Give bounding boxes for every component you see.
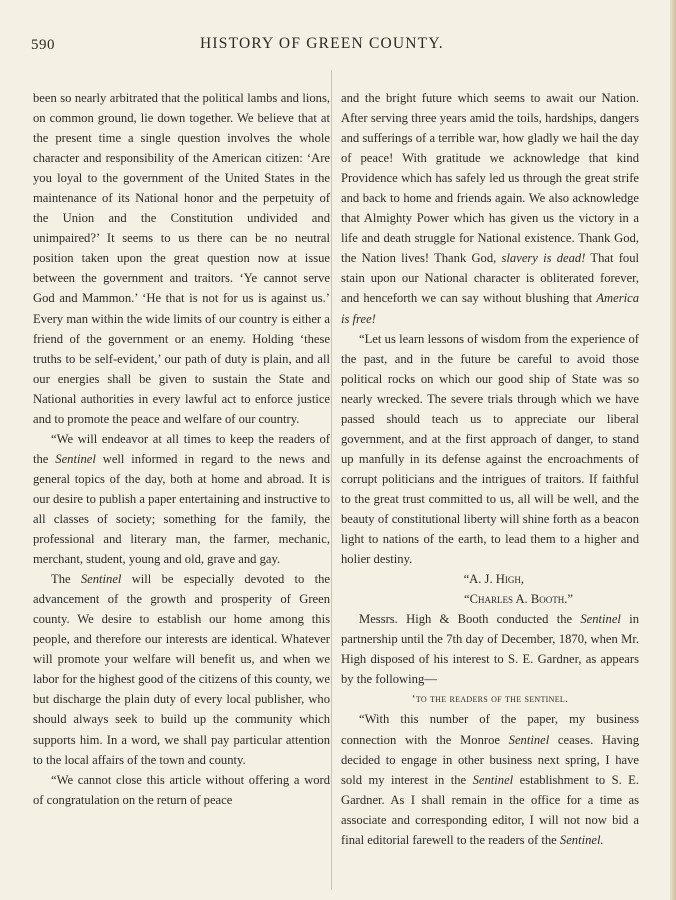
- page-number: 590: [31, 37, 55, 53]
- italic-text: slavery is dead!: [501, 251, 586, 266]
- text-run: in partnership until the 7th day of December, 1870, when Mr. High disposed of his interest to S. E. Gardner, as appears by the following—: [341, 612, 640, 687]
- paragraph: [33, 429, 330, 569]
- italic-title: Sentinel: [80, 572, 122, 587]
- italic-title: Sentinel.: [559, 832, 604, 847]
- text-run: ceases. Having decided to engage in other business next spring, I have sold my interest in the: [341, 732, 639, 787]
- signature-booth: “Charles A. Booth.”: [464, 592, 573, 607]
- paragraph: [33, 569, 330, 769]
- letter-heading: ‘to the readers of the sentinel.: [411, 693, 569, 706]
- text-run: and the bright future which seems to await our Nation. After serving three years amid the toils, hardships, dangers and sufferings of a terrible war, how gladly we hail the day of peace! With gratitude we acknowledge that kind Providence which has safely led us through the great strife and back to home and friends again. We also acknowledge that Almighty Power which has given us the victory in a life and death struggle for National existence. Thank God, the Nation lives! Thank God,: [341, 91, 639, 266]
- page-edge: [670, 0, 676, 900]
- italic-title: Sentinel: [580, 612, 621, 627]
- paragraph: [341, 609, 639, 689]
- signature-high: “A. J. High,: [463, 572, 524, 587]
- text-run: “With this number of the paper, my business connection with the Monroe: [341, 712, 639, 747]
- text-run: establishment to S. E. Gardner. As I shall remain in the office for a time as associate and corresponding editor, I will not now bid a final editorial farewell to the readers of the: [341, 772, 640, 847]
- paragraph: been so nearly arbitrated that the political lambs and lions, on common ground, lie down together. We believe that at the present time a single question involves the whole character and responsibility of the American citizen: ‘Are you loyal to the government of the United States in the maintenance of its National honor and the perpetuity of the Union and the Constitution undivided and unimpaired?’ It seems to us there can be no neutral position taken upon the great question now at issue between the government and traitors. ‘Ye cannot serve God and Mammon.’ ‘He that is not for us is against us.’ Every man within the wide limits of our country is either a friend of the government or an enemy. Holding ‘these truths to be self-evident,’ our path of duty is plain, and all our energies shall be given to sustain the State and National authorities in every lawful act to enforce justice and to promote the peace and welfare of our country.: [33, 91, 330, 426]
- text-run: “We will endeavor at all times to keep the readers of the: [33, 431, 330, 466]
- paragraph: “Let us learn lessons of wisdom from the experience of the past, and in the future be careful to avoid those political rocks on which our good ship of State was so nearly wrecked. The severe trials through which we have passed should teach us to appreciate our liberal government, and at the first approach of danger, to stand up manfully in its defense against the encroachments of corrupt politicians and the intrigues of traitors. If faithful to the great trust committed to us, all will be well, and the beauty of constitutional liberty will shine forth as a beacon light to nations of the earth, to lead them to a higher and holier destiny.: [341, 331, 639, 567]
- italic-text: America is free!: [341, 291, 639, 326]
- text-run: Messrs. High & Booth conducted the: [359, 612, 581, 627]
- paragraph: “We cannot close this article without offering a word of congratulation on the return of peace: [33, 772, 330, 807]
- italic-title: Sentinel: [55, 451, 96, 466]
- italic-title: Sentinel: [508, 732, 550, 747]
- left-column: [33, 88, 330, 810]
- text-run: well informed in regard to the news and general topics of the day, both at home and abroad. It is our desire to publish a paper entertaining and instructive to all classes of society; something for the family, the professional and literary man, the farmer, mechanic, merchant, student, young and old, grave and gay.: [33, 451, 330, 567]
- running-head: HISTORY OF GREEN COUNTY.: [200, 35, 444, 52]
- text-run: will be especially devoted to the advancement of the growth and prosperity of Green county. We desire to establish our home among this people, and therefore our interests are identical. Whatever will promote your welfare will benefit us, and when we labor for the highest good of the citizens of this county, we but discharge the plain duty of every local publisher, who should always seek to build up the community which supports him. In a word, we shall pay particular attention to the local affairs of the town and county.: [33, 572, 330, 767]
- italic-title: Sentinel: [472, 772, 514, 787]
- text-run: The: [51, 572, 81, 587]
- column-divider: [331, 70, 332, 890]
- paragraph: [341, 709, 639, 849]
- text-run: That foul stain upon our National character is obliterated forever, and henceforth we can say without blushing that: [341, 251, 639, 306]
- right-column: [341, 88, 639, 850]
- paragraph: [341, 88, 639, 329]
